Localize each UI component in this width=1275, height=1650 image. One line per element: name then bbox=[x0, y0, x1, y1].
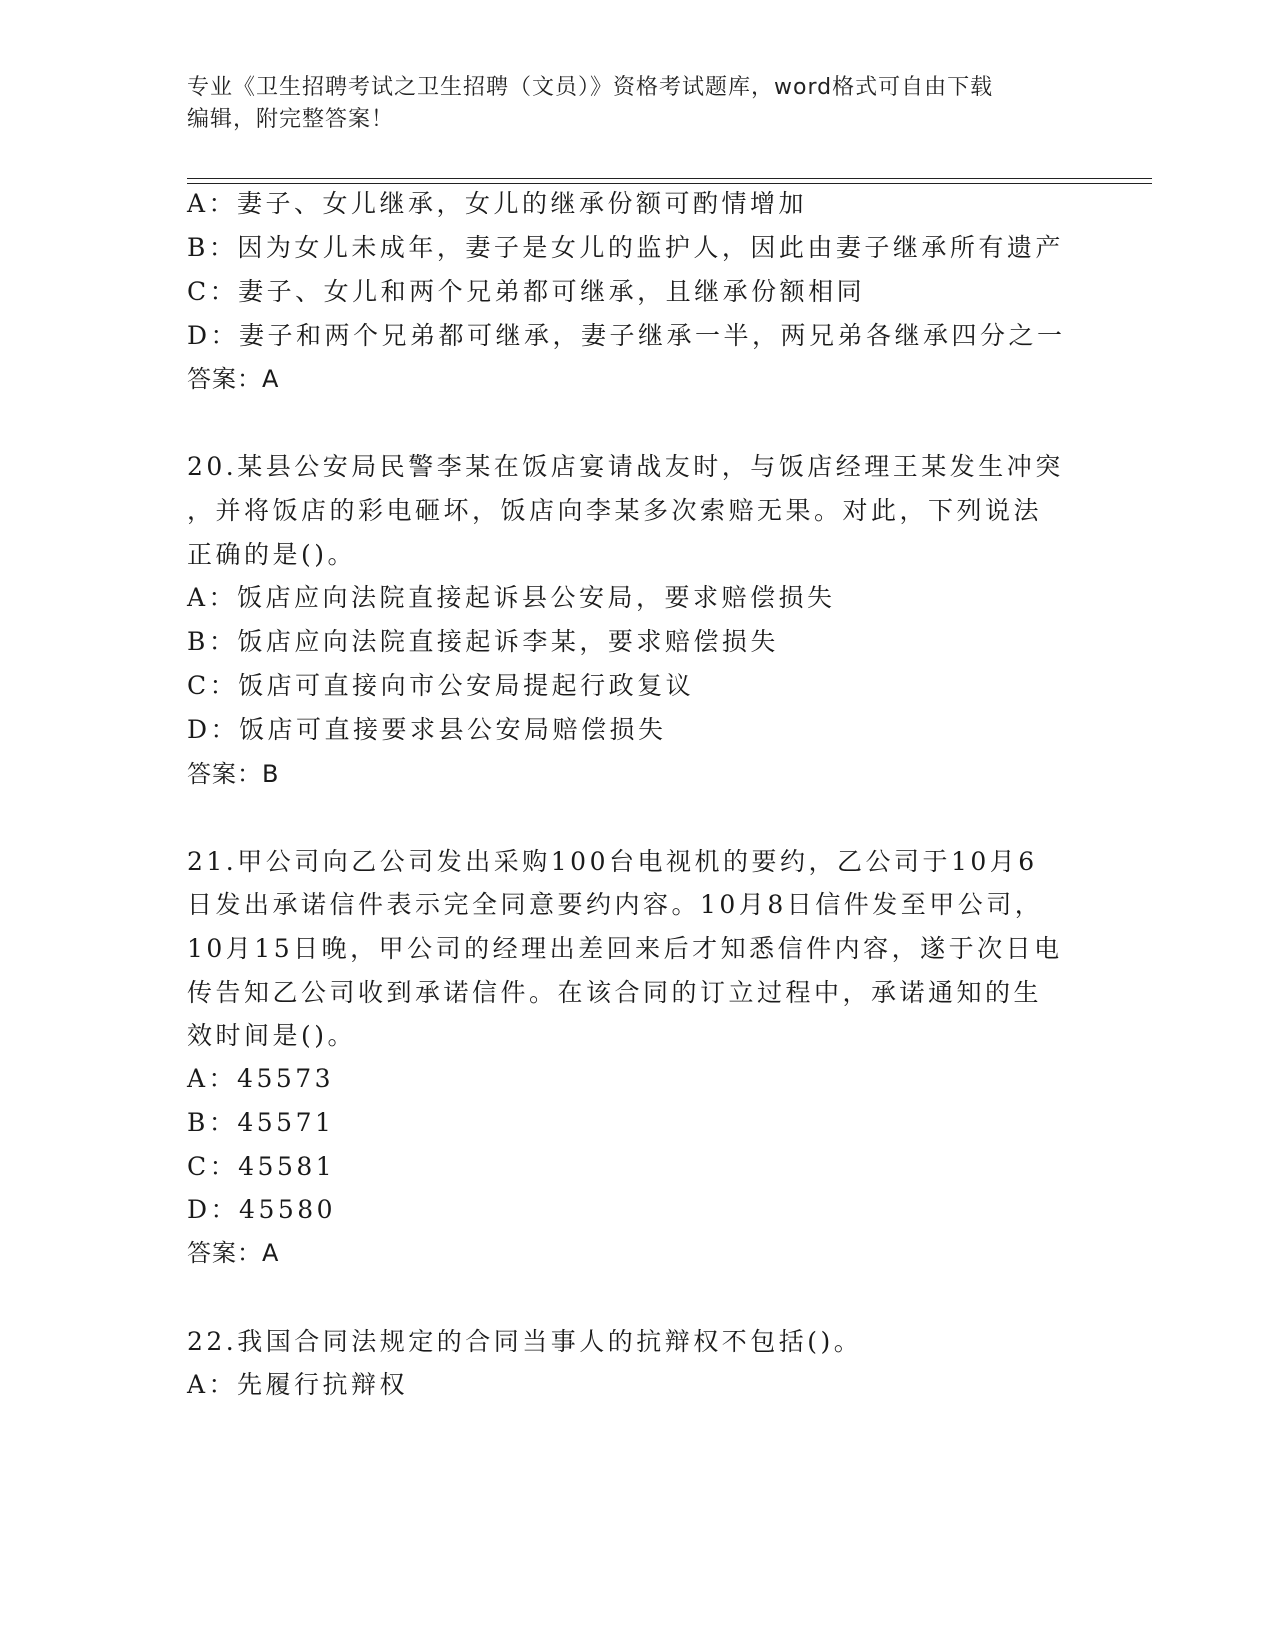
q21-option-b: B：45571 bbox=[187, 1108, 335, 1137]
q19-option-b: B：因为女儿未成年，妻子是女儿的监护人，因此由妻子继承所有遗产 bbox=[187, 233, 1064, 262]
q20-stem-line-1: 20.某县公安局民警李某在饭店宴请战友时，与饭店经理王某发生冲突 bbox=[187, 452, 1064, 481]
document-header bbox=[187, 72, 1087, 136]
q20-stem-line-3: 正确的是()。 bbox=[187, 540, 357, 569]
q20-answer: 答案：B bbox=[187, 760, 280, 788]
q22-stem-line-1: 22.我国合同法规定的合同当事人的抗辩权不包括()。 bbox=[187, 1327, 863, 1356]
header-line-2: 编辑，附完整答案！ bbox=[187, 107, 395, 132]
q19-option-c: C：妻子、女儿和两个兄弟都可继承，且继承份额相同 bbox=[187, 277, 866, 306]
q21-answer: 答案：A bbox=[187, 1239, 280, 1267]
q22-option-a: A：先履行抗辩权 bbox=[187, 1370, 409, 1399]
header-line-1: 专业《卫生招聘考试之卫生招聘（文员）》资格考试题库，word格式可自由下载 bbox=[187, 75, 994, 100]
q19-answer: 答案：A bbox=[187, 365, 280, 393]
header-divider-top bbox=[187, 178, 1152, 179]
q20-option-a: A：饭店应向法院直接起诉县公安局，要求赔偿损失 bbox=[187, 583, 836, 612]
q19-option-a: A：妻子、女儿继承，女儿的继承份额可酌情增加 bbox=[187, 189, 808, 218]
q19-option-d: D：妻子和两个兄弟都可继承，妻子继承一半，两兄弟各继承四分之一 bbox=[187, 321, 1066, 350]
q21-stem-line-1: 21.甲公司向乙公司发出采购100台电视机的要约，乙公司于10月6 bbox=[187, 847, 1038, 876]
q21-option-a: A：45573 bbox=[187, 1064, 335, 1093]
q21-option-c: C：45581 bbox=[187, 1152, 336, 1181]
q20-option-d: D：饭店可直接要求县公安局赔偿损失 bbox=[187, 715, 667, 744]
header-divider-bottom bbox=[187, 183, 1152, 184]
q21-stem-line-3: 10月15日晚，甲公司的经理出差回来后才知悉信件内容，遂于次日电 bbox=[187, 934, 1063, 963]
q20-option-c: C：饭店可直接向市公安局提起行政复议 bbox=[187, 671, 695, 700]
q21-stem-line-4: 传告知乙公司收到承诺信件。在该合同的订立过程中，承诺通知的生 bbox=[187, 978, 1043, 1007]
q20-option-b: B：饭店应向法院直接起诉李某，要求赔偿损失 bbox=[187, 627, 779, 656]
q21-stem-line-2: 日发出承诺信件表示完全同意要约内容。10月8日信件发至甲公司， bbox=[187, 890, 1044, 919]
q21-option-d: D：45580 bbox=[187, 1195, 337, 1224]
q20-stem-line-2: ，并将饭店的彩电砸坏，饭店向李某多次索赔无果。对此，下列说法 bbox=[187, 496, 1043, 525]
q21-stem-line-5: 效时间是()。 bbox=[187, 1021, 357, 1050]
